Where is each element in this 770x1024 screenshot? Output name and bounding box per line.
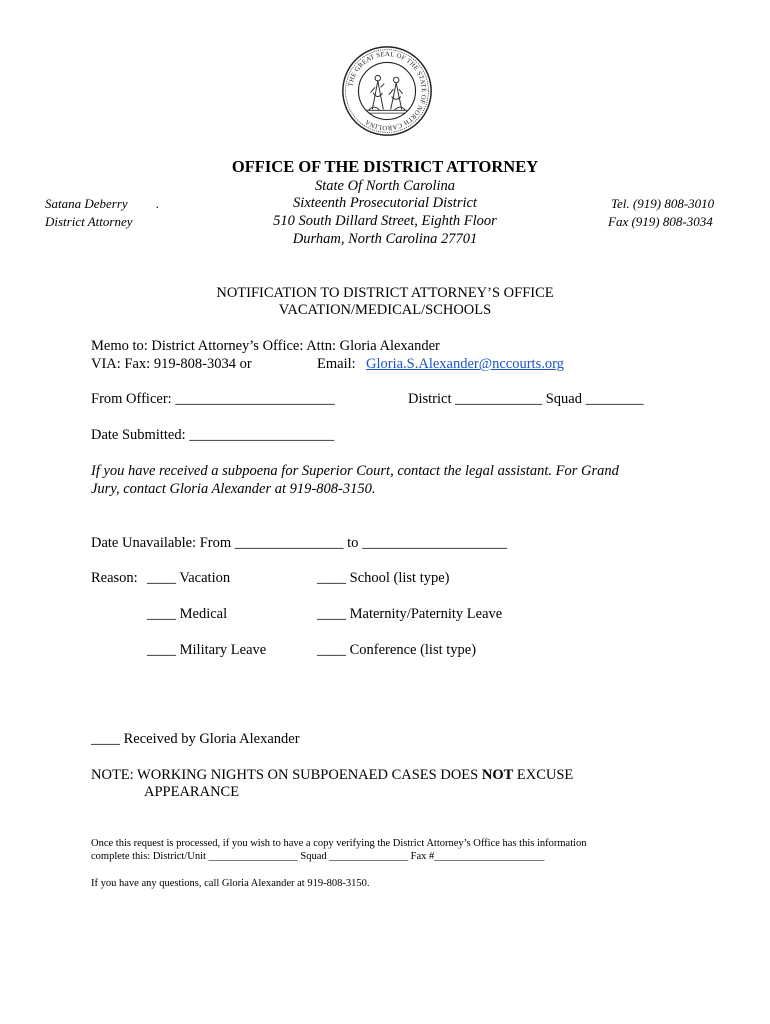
da-name: Satana Deberry xyxy=(45,196,128,211)
state-seal-image xyxy=(341,45,433,137)
note-prefix: NOTE: WORKING NIGHTS ON SUBPOENAED CASES DOES xyxy=(91,767,482,783)
da-name-dot: . xyxy=(156,196,160,211)
reason-medical: ____ Medical xyxy=(147,606,228,622)
date-unavailable-field: Date Unavailable: From _______________ to ____________________ xyxy=(91,535,508,551)
from-officer-field: From Officer: ______________________ xyxy=(91,391,335,407)
footer-line2: complete this: District/Unit _________________ Squad _______________ Fax #_____________________ xyxy=(91,851,545,862)
reason-conference: ____ Conference (list type) xyxy=(317,642,477,658)
email-link[interactable]: Gloria.S.Alexander@nccourts.org xyxy=(366,356,564,372)
reason-school: ____ School (list type) xyxy=(317,570,450,586)
district-line: Sixteenth Prosecutorial District xyxy=(293,195,477,211)
footer-questions: If you have any questions, call Gloria Alexander at 919-808-3150. xyxy=(91,878,370,889)
instruction-line1: If you have received a subpoena for Superior Court, contact the legal assistant. For Grand xyxy=(91,463,619,479)
svg-text:THE GREAT SEAL OF THE STATE OF: THE GREAT SEAL OF THE STATE OF NORTH CAROLINA xyxy=(347,51,427,132)
via-fax: VIA: Fax: 919-808-3034 or xyxy=(91,356,252,372)
note-line1 xyxy=(91,767,573,784)
reason-military: ____ Military Leave xyxy=(147,642,267,658)
state-line: State Of North Carolina xyxy=(314,178,456,194)
district-squad-field: District ____________ Squad ________ xyxy=(408,391,644,407)
office-title: OFFICE OF THE DISTRICT ATTORNEY xyxy=(231,157,539,176)
note-emphasis: NOT xyxy=(481,767,514,783)
email-label: Email: xyxy=(317,356,356,372)
memo-to: Memo to: District Attorney’s Office: Attn: Gloria Alexander xyxy=(91,338,440,354)
reason-maternity: ____ Maternity/Paternity Leave xyxy=(317,606,503,622)
notice-title-line2: VACATION/MEDICAL/SCHOOLS xyxy=(278,302,492,318)
date-submitted-field: Date Submitted: ____________________ xyxy=(91,427,335,443)
notice-title-line1: NOTIFICATION TO DISTRICT ATTORNEY’S OFFICE xyxy=(216,285,554,301)
reason-vacation: ____ Vacation xyxy=(147,570,231,586)
note-suffix: EXCUSE xyxy=(513,767,574,783)
tel-number: Tel. (919) 808-3010 xyxy=(611,196,715,211)
city-line: Durham, North Carolina 27701 xyxy=(292,231,478,247)
footer-line1: Once this request is processed, if you wish to have a copy verifying the District Attorney’s Office has this information xyxy=(91,838,587,849)
reason-label: Reason: xyxy=(91,570,138,586)
received-by: ____ Received by Gloria Alexander xyxy=(91,731,300,747)
street-line: 510 South Dillard Street, Eighth Floor xyxy=(273,213,497,229)
instruction-line2: Jury, contact Gloria Alexander at 919-808-3150. xyxy=(91,481,376,497)
da-title: District Attorney xyxy=(45,214,133,229)
note-line2: APPEARANCE xyxy=(144,784,240,800)
fax-number: Fax (919) 808-3034 xyxy=(608,214,713,229)
